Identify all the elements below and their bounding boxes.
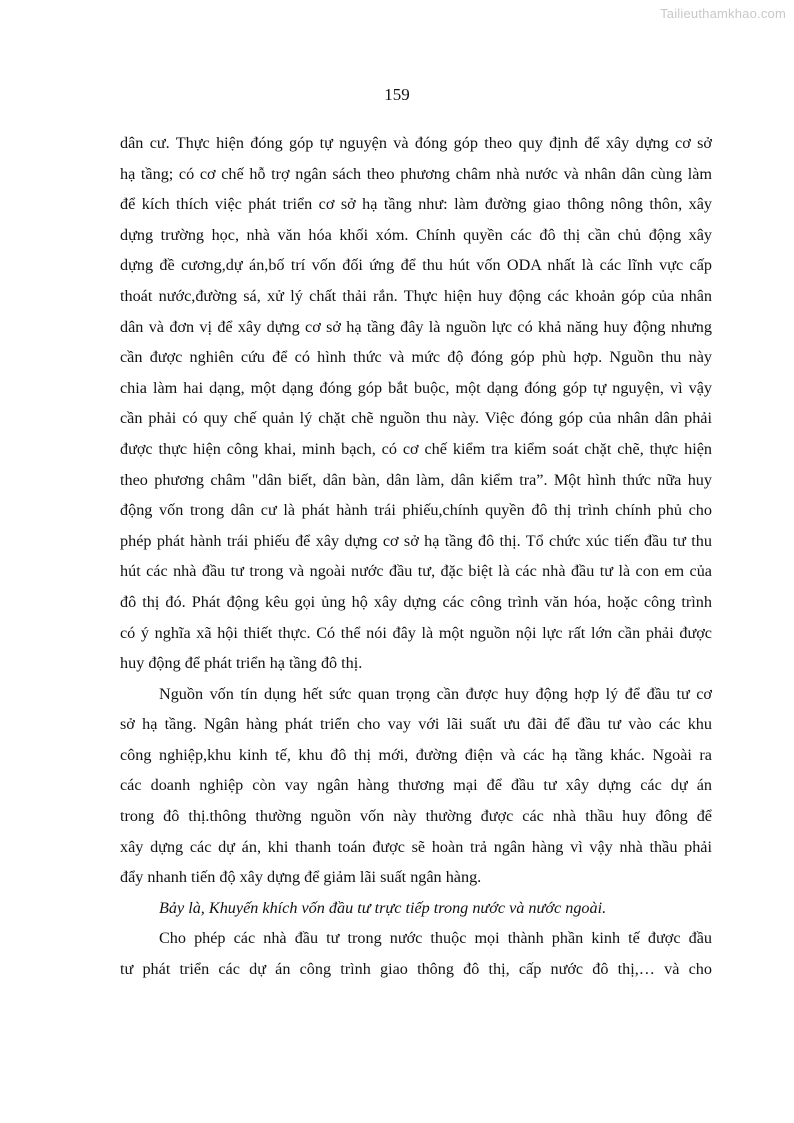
- text-line: sở hạ tầng. Ngân hàng phát triển cho vay với lãi suất ưu đãi để đầu tư vào các khu: [120, 715, 712, 734]
- text-line: Bảy là, Khuyến khích vốn đầu tư trực tiếp trong nước và nước ngoài.: [159, 898, 607, 917]
- page-number: 159: [384, 85, 410, 104]
- text-line: hạ tầng; có cơ chế hỗ trợ ngân sách theo phương châm nhà nước và nhân dân cùng làm: [120, 164, 712, 183]
- text-line: dân và đơn vị để xây dựng cơ sở hạ tầng đây là nguồn lực có khả năng huy động nhưng: [120, 317, 712, 336]
- text-line: hút các nhà đầu tư trong và ngoài nước đầu tư, đặc biệt là các nhà đầu tư là con em của: [120, 562, 712, 581]
- text-line: chia làm hai dạng, một dạng đóng góp bắt buộc, một dạng đóng góp tự nguyện, vì vậy: [120, 378, 712, 397]
- text-line: dân cư. Thực hiện đóng góp tự nguyện và đóng góp theo quy định để xây dựng cơ sở: [120, 134, 712, 152]
- paragraph-3: [120, 923, 712, 984]
- text-line: được thực hiện công khai, minh bạch, có cơ chế kiểm tra kiểm soát chặt chẽ, thực hiện: [120, 439, 712, 458]
- text-line: tư phát triển các dự án công trình giao thông đô thị, cấp nước đô thị,… và cho: [120, 960, 712, 979]
- text-line: để kích thích việc phát triển cơ sở hạ tầng như: làm đường giao thông nông thôn, xây: [120, 195, 712, 214]
- text-line: xây dựng các dự án, khi thanh toán được sẽ hoàn trả ngân hàng vì vậy nhà thầu phải: [120, 837, 712, 856]
- section-heading-italic: [120, 893, 712, 924]
- paragraph-1: [120, 128, 712, 679]
- text-line: đô thị đó. Phát động kêu gọi ủng hộ xây dựng các công trình văn hóa, hoặc công trình: [120, 592, 712, 611]
- text-line: có ý nghĩa xã hội thiết thực. Có thể nói đây là một nguồn nội lực rất lớn cần phải được: [120, 623, 712, 642]
- text-line: cần được nghiên cứu để có hình thức và mức độ đóng góp phù hợp. Nguồn thu này: [120, 348, 712, 367]
- text-line: động vốn trong dân cư là phát hành trái phiếu,chính quyền đô thị trình chính phủ cho: [120, 501, 712, 520]
- text-line: công nghiệp,khu kinh tế, khu đô thị mới, đường điện và các hạ tầng khác. Ngoài ra: [120, 745, 712, 764]
- text-line: trong đô thị.thông thường nguồn vốn này thường được các nhà thầu huy đông để: [120, 807, 712, 826]
- text-line: theo phương châm "dân biết, dân bàn, dân làm, dân kiểm tra”. Một hình thức nữa huy: [120, 470, 712, 489]
- text-line: huy động để phát triển hạ tầng đô thị.: [120, 654, 363, 673]
- text-line: đẩy nhanh tiến độ xây dựng để giảm lãi suất ngân hàng.: [120, 868, 482, 887]
- text-line: thoát nước,đường sá, xử lý chất thải rắn. Thực hiện huy động các khoản góp của nhân: [120, 286, 712, 305]
- watermark-text: Tailieuthamkhao.com: [660, 6, 786, 21]
- text-line: các doanh nghiệp còn vay ngân hàng thương mại để đầu tư xây dựng các dự án: [120, 776, 712, 795]
- text-line: Nguồn vốn tín dụng hết sức quan trọng cần được huy động hợp lý để đầu tư cơ: [159, 684, 712, 703]
- text-line: cần phải có quy chế quản lý chặt chẽ nguồn thu này. Việc đóng góp của nhân dân phải: [120, 409, 712, 428]
- text-line: dựng đề cương,dự án,bố trí vốn đối ứng để thu hút vốn ODA nhất là các lĩnh vực cấp: [120, 256, 712, 275]
- document-body: [120, 128, 712, 985]
- paragraph-2: [120, 679, 712, 893]
- text-line: phép phát hành trái phiếu để xây dựng cơ sở hạ tầng đô thị. Tổ chức xúc tiến đầu tư thu: [120, 531, 712, 550]
- text-line: dựng trường học, nhà văn hóa khối xóm. Chính quyền các đô thị cần chủ động xây: [120, 225, 712, 244]
- text-line: Cho phép các nhà đầu tư trong nước thuộc mọi thành phần kinh tế được đầu: [159, 929, 712, 948]
